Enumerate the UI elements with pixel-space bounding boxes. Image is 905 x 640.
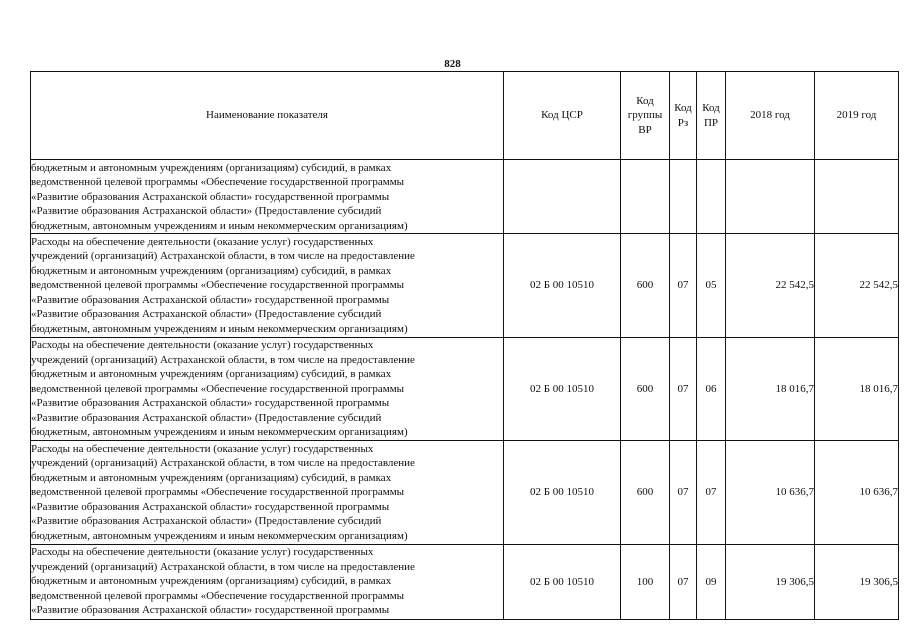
page-number: 828 xyxy=(444,58,461,70)
row-amount-2018: 19 306,5 xyxy=(726,545,815,620)
header-vr-code: Код группы ВР xyxy=(621,72,670,160)
row-csr-code: 02 Б 00 10510 xyxy=(504,338,621,441)
header-csr-code: Код ЦСР xyxy=(504,72,621,160)
table-header-row xyxy=(31,72,899,160)
row-amount-2018: 18 016,7 xyxy=(726,338,815,441)
row-name: Расходы на обеспечение деятельности (оказание услуг) государственных учреждений (организаций) Астраханской области, в том числе на предоставление бюджетным и автономным учреждениям (организациям) субсидий, в рамках ведомственной целевой программы «Обеспечение государственной программы «Развитие образования Астраханской области» государственной программы «Развитие образования Астраханской области» (Предоставление субсидий бюджетным, автономным учреждениям и иным некоммерческим организациям) xyxy=(31,234,504,338)
row-vr-code: 600 xyxy=(621,234,670,338)
header-year-2018: 2018 год xyxy=(726,72,815,160)
row-amount-2019: 18 016,7 xyxy=(815,338,899,441)
row-rz-code: 07 xyxy=(670,441,697,545)
row-name: Расходы на обеспечение деятельности (оказание услуг) государственных учреждений (организаций) Астраханской области, в том числе на предоставление бюджетным и автономным учреждениям (организациям) субсидий, в рамках ведомственной целевой программы «Обеспечение государственной программы «Развитие образования Астраханской области» государственной программы «Развитие образования Астраханской области» (Предоставление субсидий бюджетным, автономным учреждениям и иным некоммерческим организациям) xyxy=(31,441,504,545)
table-row xyxy=(31,338,899,441)
table-row xyxy=(31,545,899,620)
row-name: Расходы на обеспечение деятельности (оказание услуг) государственных учреждений (организаций) Астраханской области, в том числе на предоставление бюджетным и автономным учреждениям (организациям) субсидий, в рамках ведомственной целевой программы «Обеспечение государственной программы «Развитие образования Астраханской области» государственной программы «Развитие образования Астраханской области» (Предоставление субсидий бюджетным, автономным учреждениям и иным некоммерческим организациям) xyxy=(31,338,504,441)
budget-table xyxy=(30,71,899,620)
row-pr-code xyxy=(697,160,726,234)
row-rz-code: 07 xyxy=(670,545,697,620)
row-amount-2019: 19 306,5 xyxy=(815,545,899,620)
row-amount-2019: 22 542,5 xyxy=(815,234,899,338)
row-csr-code xyxy=(504,160,621,234)
table-row xyxy=(31,234,899,338)
row-pr-code: 05 xyxy=(697,234,726,338)
row-pr-code: 07 xyxy=(697,441,726,545)
table-row xyxy=(31,160,899,234)
row-name: Расходы на обеспечение деятельности (оказание услуг) государственных учреждений (организаций) Астраханской области, в том числе на предоставление бюджетным и автономным учреждениям (организациям) субсидий, в рамках ведомственной целевой программы «Обеспечение государственной программы «Развитие образования Астраханской области» государственной программы xyxy=(31,545,504,620)
row-vr-code xyxy=(621,160,670,234)
row-rz-code xyxy=(670,160,697,234)
row-name: бюджетным и автономным учреждениям (организациям) субсидий, в рамках ведомственной целевой программы «Обеспечение государственной программы «Развитие образования Астраханской области» государственной программы «Развитие образования Астраханской области» (Предоставление субсидий бюджетным, автономным учреждениям и иным некоммерческим организациям) xyxy=(31,160,504,234)
row-amount-2018: 22 542,5 xyxy=(726,234,815,338)
row-csr-code: 02 Б 00 10510 xyxy=(504,441,621,545)
row-pr-code: 06 xyxy=(697,338,726,441)
header-rz-code: Код Рз xyxy=(670,72,697,160)
row-vr-code: 100 xyxy=(621,545,670,620)
row-vr-code: 600 xyxy=(621,338,670,441)
row-rz-code: 07 xyxy=(670,234,697,338)
table-row xyxy=(31,441,899,545)
row-amount-2018: 10 636,7 xyxy=(726,441,815,545)
row-pr-code: 09 xyxy=(697,545,726,620)
row-amount-2018 xyxy=(726,160,815,234)
row-csr-code: 02 Б 00 10510 xyxy=(504,545,621,620)
header-name: Наименование показателя xyxy=(31,72,504,160)
header-year-2019: 2019 год xyxy=(815,72,899,160)
header-pr-code: Код ПР xyxy=(697,72,726,160)
row-amount-2019 xyxy=(815,160,899,234)
row-amount-2019: 10 636,7 xyxy=(815,441,899,545)
row-rz-code: 07 xyxy=(670,338,697,441)
row-csr-code: 02 Б 00 10510 xyxy=(504,234,621,338)
row-vr-code: 600 xyxy=(621,441,670,545)
